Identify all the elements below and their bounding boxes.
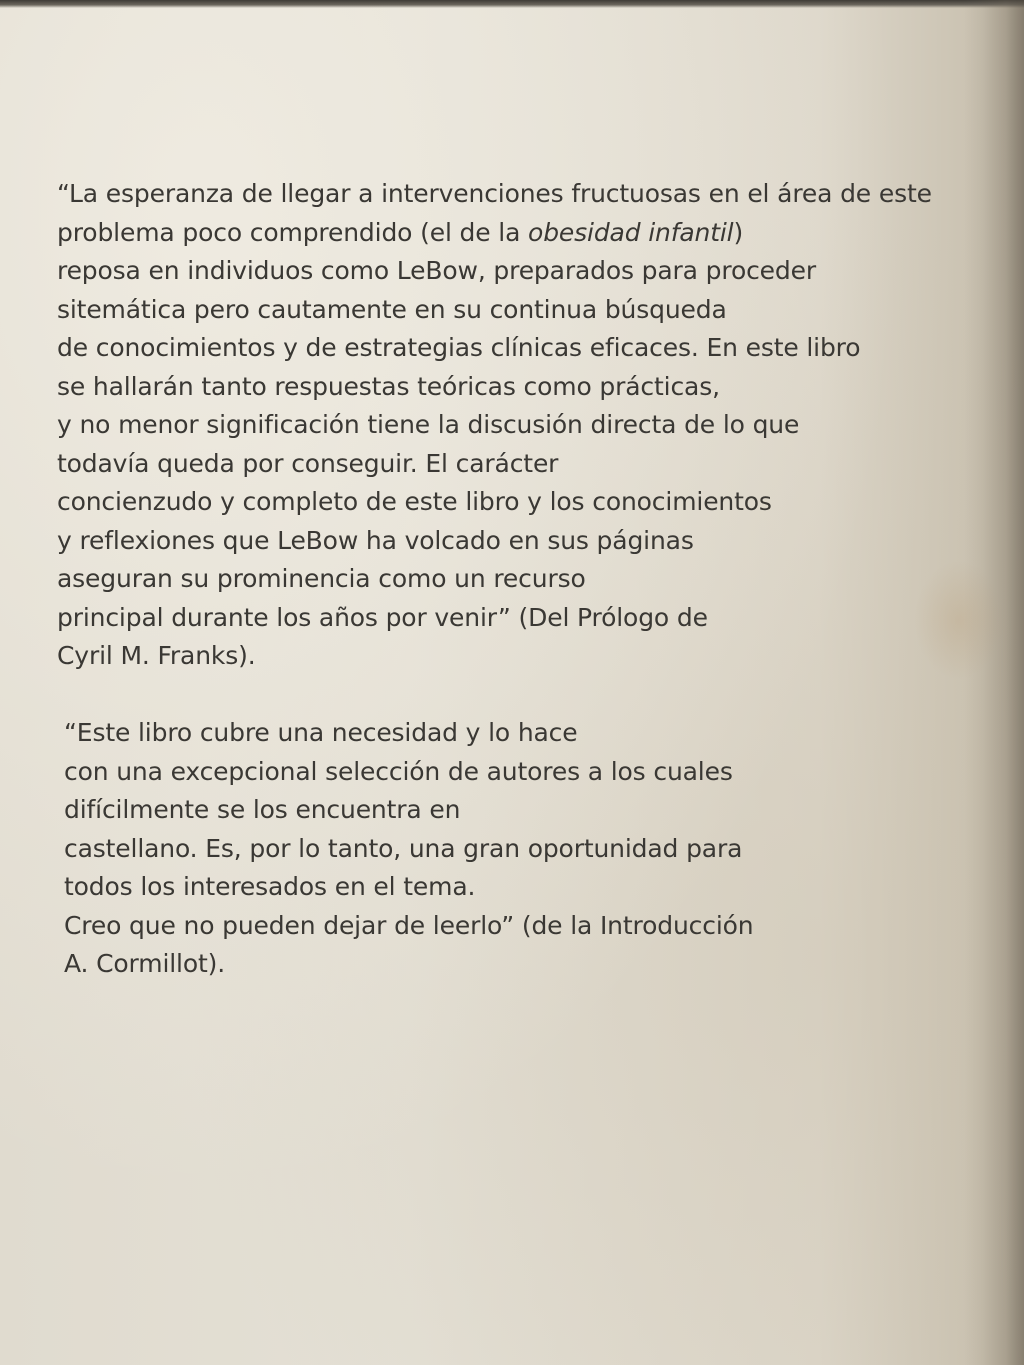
quote-1-line-7: y no menor significación tiene la discusión directa de lo que <box>57 410 800 439</box>
quote-2-line-2: con una excepcional selección de autores a los cuales <box>64 756 733 786</box>
quote-1-line-12: principal durante los años por venir” (Del Prólogo de <box>57 602 708 632</box>
quote-2-line-1: “Este libro cubre una necesidad y lo hace <box>64 718 578 747</box>
quote-1-line-2-start: problema poco comprendido (el de la <box>57 217 529 247</box>
cover-top-edge <box>0 0 1024 8</box>
prologue-quote <box>57 175 932 676</box>
introduction-quote <box>64 714 754 984</box>
quote-1-line-9: concienzudo y completo de este libro y los conocimientos <box>57 487 772 516</box>
quote-1-line-5: de conocimientos y de estrategias clínicas eficaces. En este libro <box>57 333 861 362</box>
quote-2-line-4: castellano. Es, por lo tanto, una gran oportunidad para <box>64 833 743 863</box>
quote-1-line-2 <box>57 214 932 253</box>
page-edge-shadow <box>964 0 1024 1365</box>
quote-1-line-8: todavía queda por conseguir. El carácter <box>57 448 559 478</box>
quote-1-line-10: y reflexiones que LeBow ha volcado en sus páginas <box>57 525 694 555</box>
quote-1-emphasis: obesidad infantil <box>528 217 734 247</box>
quote-1-line-2-end: ) <box>733 217 744 247</box>
quote-2-line-7: A. Cormillot). <box>64 949 226 978</box>
quote-2-line-5: todos los interesados en el tema. <box>64 872 476 901</box>
quote-1-line-4: sitemática pero cautamente en su continua búsqueda <box>57 294 727 324</box>
quote-1-line-6: se hallarán tanto respuestas teóricas como prácticas, <box>57 371 720 401</box>
quote-2-line-3: difícilmente se los encuentra en <box>64 795 461 824</box>
quote-1-line-3: reposa en individuos como LeBow, preparados para proceder <box>57 256 816 285</box>
quote-1-line-11: aseguran su prominencia como un recurso <box>57 564 586 593</box>
quote-1-line-13: Cyril M. Franks). <box>57 641 256 670</box>
quote-1-line-1: “La esperanza de llegar a intervenciones fructuosas en el área de este <box>57 179 932 208</box>
quote-2-line-6: Creo que no pueden dejar de leerlo” (de la Introducción <box>64 910 754 940</box>
